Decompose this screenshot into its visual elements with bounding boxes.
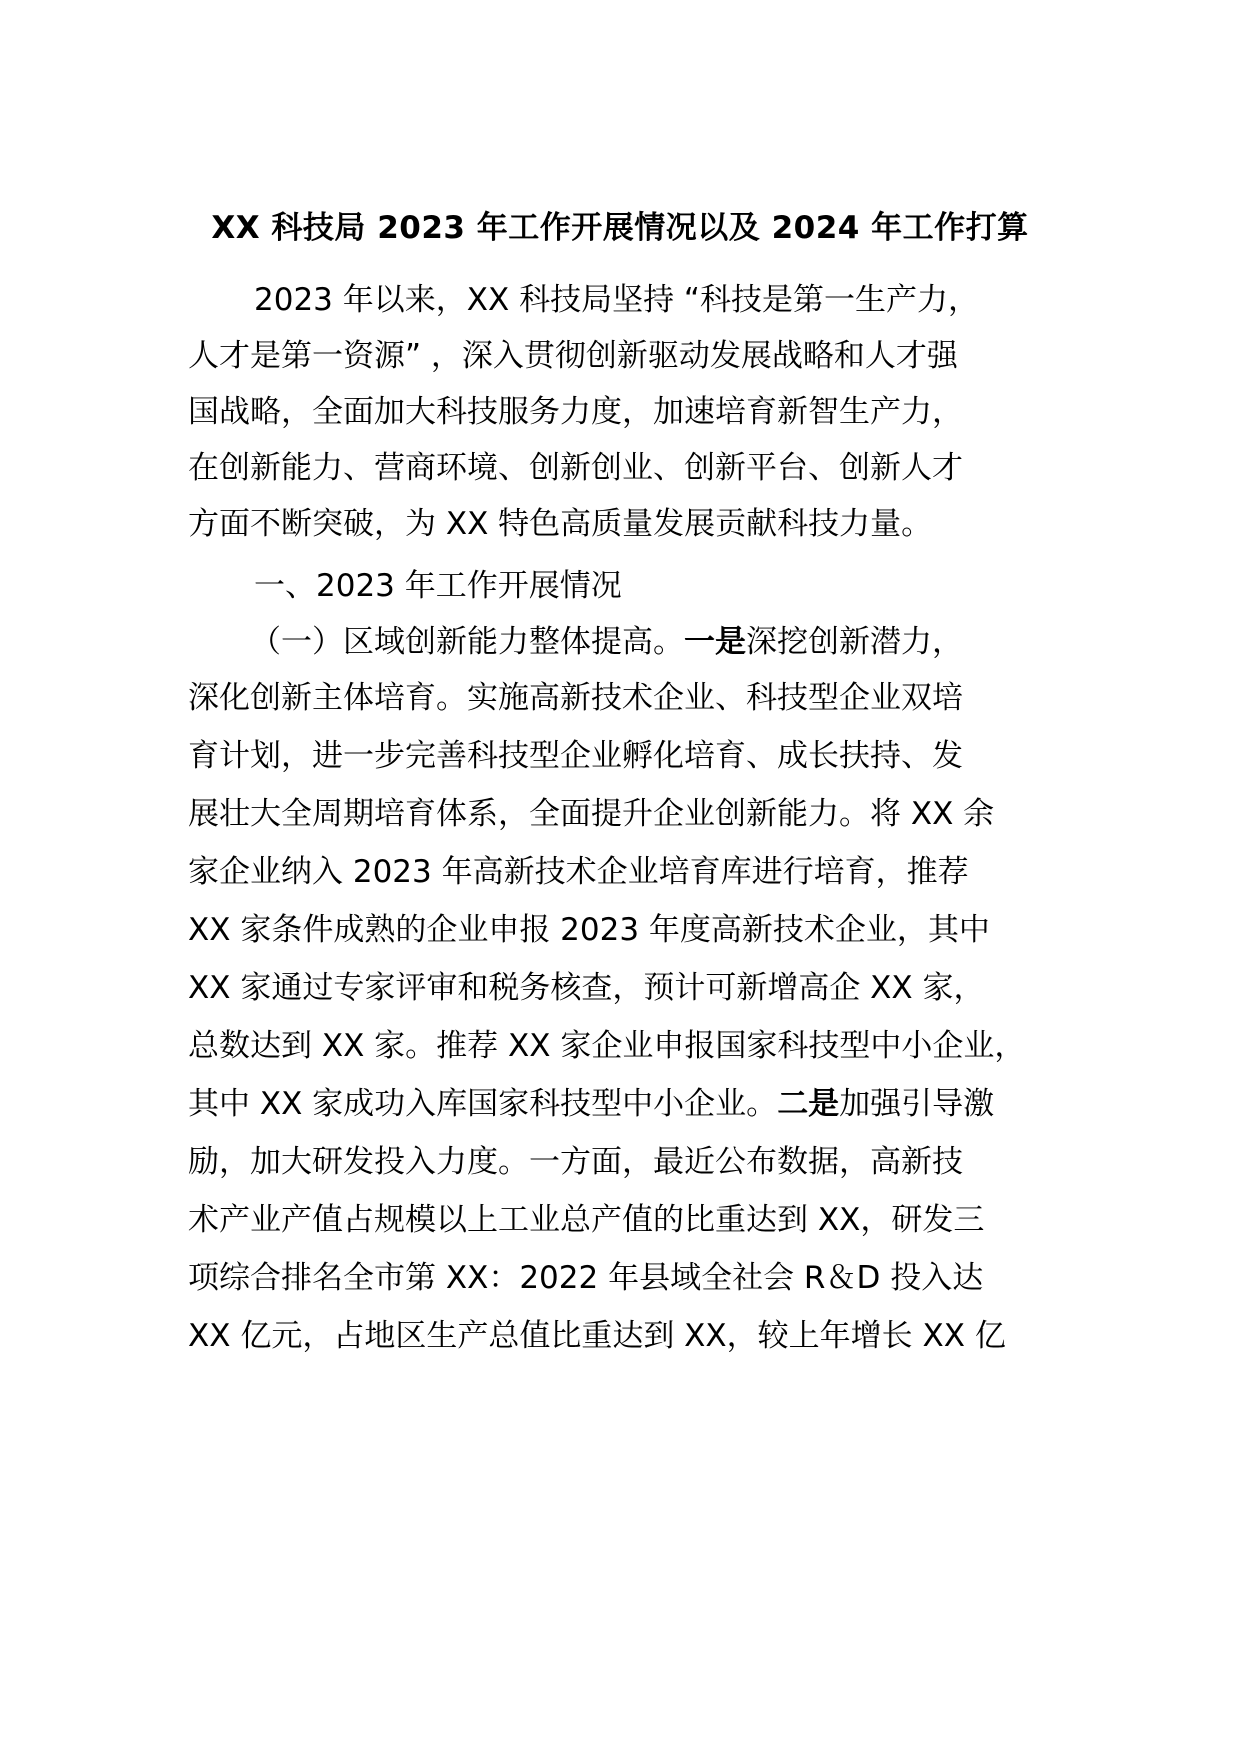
bold-lead: 二是 — [777, 1086, 840, 1122]
line-text: 其中 XX 家成功入库国家科技型中小企业。 — [188, 1086, 778, 1122]
section-heading: 一、2023 年工作开展情况 — [254, 568, 622, 604]
subsection-text: 深挖创新潜力， — [746, 624, 963, 660]
bold-lead: 一是 — [684, 624, 746, 660]
paragraph-line: 育计划，进一步完善科技型企业孵化培育、成长扶持、发 — [188, 738, 963, 774]
paragraph-line: XX 家条件成熟的企业申报 2023 年度高新技术企业，其中 — [188, 912, 990, 948]
subsection-line — [250, 614, 1130, 670]
paragraph-line: 方面不断突破，为 XX 特色高质量发展贡献科技力量。 — [188, 506, 933, 542]
paragraph-line: 家企业纳入 2023 年高新技术企业培育库进行培育，推荐 — [188, 854, 969, 890]
paragraph-line: 人才是第一资源” ，深入贯彻创新驱动发展战略和人才强 — [188, 338, 958, 374]
paragraph-line: XX 家通过专家评审和税务核查，预计可新增高企 XX 家， — [188, 970, 985, 1006]
line-text: 加强引导激 — [839, 1086, 995, 1122]
paragraph-line: 深化创新主体培育。实施高新技术企业、科技型企业双培 — [188, 680, 963, 716]
document-title: XX 科技局 2023 年工作开展情况以及 2024 年工作打算 — [211, 210, 1029, 246]
paragraph-line: 在创新能力、营商环境、创新创业、创新平台、创新人才 — [188, 450, 963, 486]
paragraph-line: 展壮大全周期培育体系，全面提升企业创新能力。将 XX 余 — [188, 796, 995, 832]
paragraph-line: 2023 年以来，XX 科技局坚持 “科技是第一生产力， — [254, 282, 979, 318]
paragraph-line: 励，加大研发投入力度。一方面，最近公布数据，高新技 — [188, 1144, 963, 1180]
paragraph-line: 项综合排名全市第 XX：2022 年县域全社会 R＆D 投入达 — [188, 1260, 984, 1296]
paragraph-line: 总数达到 XX 家。推荐 XX 家企业申报国家科技型中小企业， — [188, 1028, 1026, 1064]
subsection-label: （一）区域创新能力整体提高。 — [250, 624, 684, 660]
paragraph-line-with-bold — [188, 1076, 1068, 1132]
paragraph-line: XX 亿元，占地区生产总值比重达到 XX，较上年增长 XX 亿 — [188, 1318, 1006, 1354]
paragraph-line: 国战略，全面加大科技服务力度，加速培育新智生产力， — [188, 394, 963, 430]
paragraph-line: 术产业产值占规模以上工业总产值的比重达到 XX，研发三 — [188, 1202, 985, 1238]
